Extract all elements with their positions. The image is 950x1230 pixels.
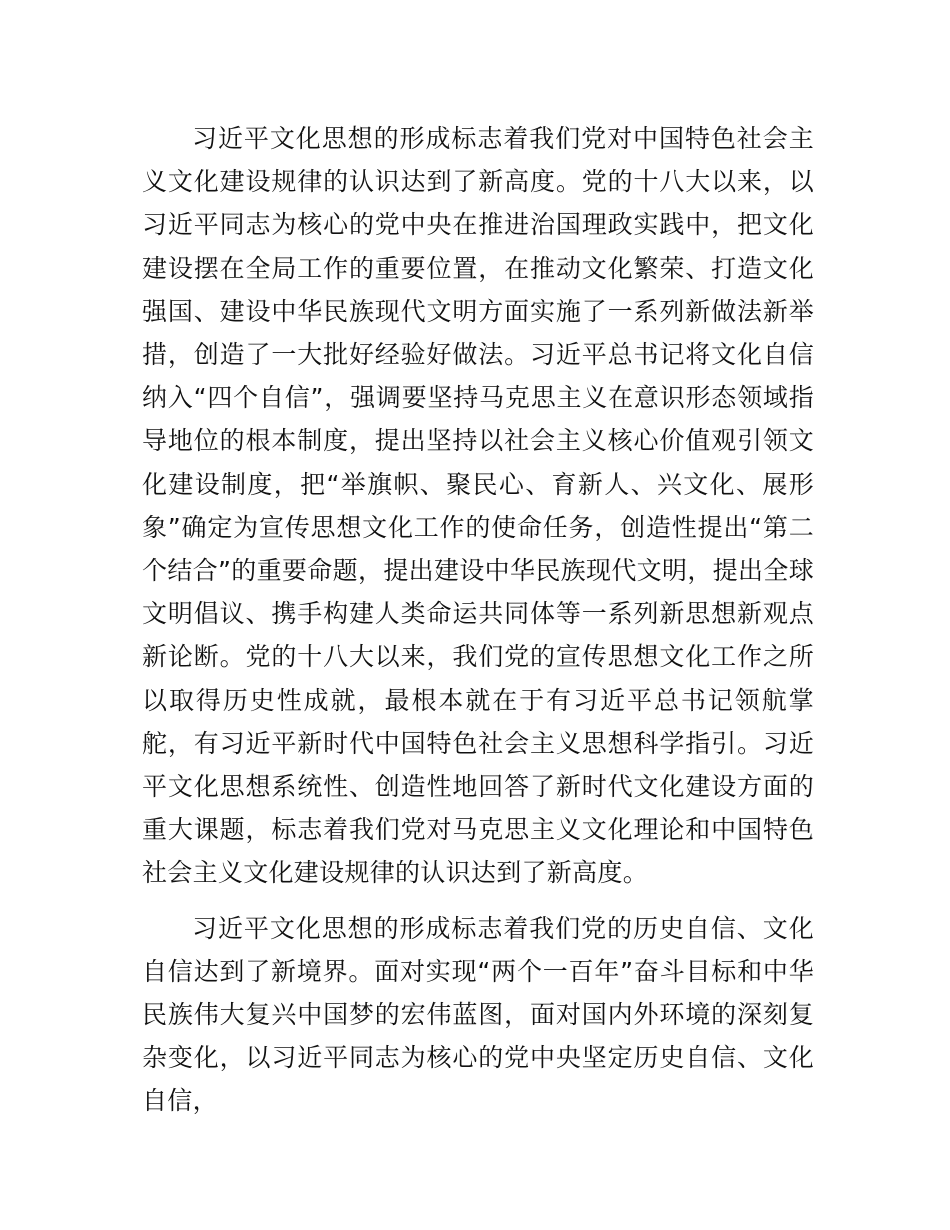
document-body (142, 117, 814, 1123)
paragraph-2: 习近平文化思想的形成标志着我们党的历史自信、文化自信达到了新境界。面对实现“两个一百年”奋斗目标和中华民族伟大复兴中国梦的宏伟蓝图，面对国内外环境的深刻复杂变化，以习近平同志为核心的党中央坚定历史自信、文化自信， (142, 913, 814, 1116)
paragraph-1: 习近平文化思想的形成标志着我们党对中国特色社会主义文化建设规律的认识达到了新高度。党的十八大以来，以习近平同志为核心的党中央在推进治国理政实践中，把文化建设摆在全局工作的重要位置，在推动文化繁荣、打造文化强国、建设中华民族现代文明方面实施了一系列新做法新举措，创造了一大批好经验好做法。习近平总书记将文化自信纳入“四个自信”，强调要坚持马克思主义在意识形态领域指导地位的根本制度，提出坚持以社会主义核心价值观引领文化建设制度，把“举旗帜、聚民心、育新人、兴文化、展形象”确定为宣传思想文化工作的使命任务，创造性提出“第二个结合”的重要命题，提出建设中华民族现代文明，提出全球文明倡议、携手构建人类命运共同体等一系列新思想新观点新论断。党的十八大以来，我们党的宣传思想文化工作之所以取得历史性成就，最根本就在于有习近平总书记领航掌舵，有习近平新时代中国特色社会主义思想科学指引。习近平文化思想系统性、创造性地回答了新时代文化建设方面的重大课题，标志着我们党对马克思主义文化理论和中国特色社会主义文化建设规律的认识达到了新高度。 (142, 124, 814, 888)
